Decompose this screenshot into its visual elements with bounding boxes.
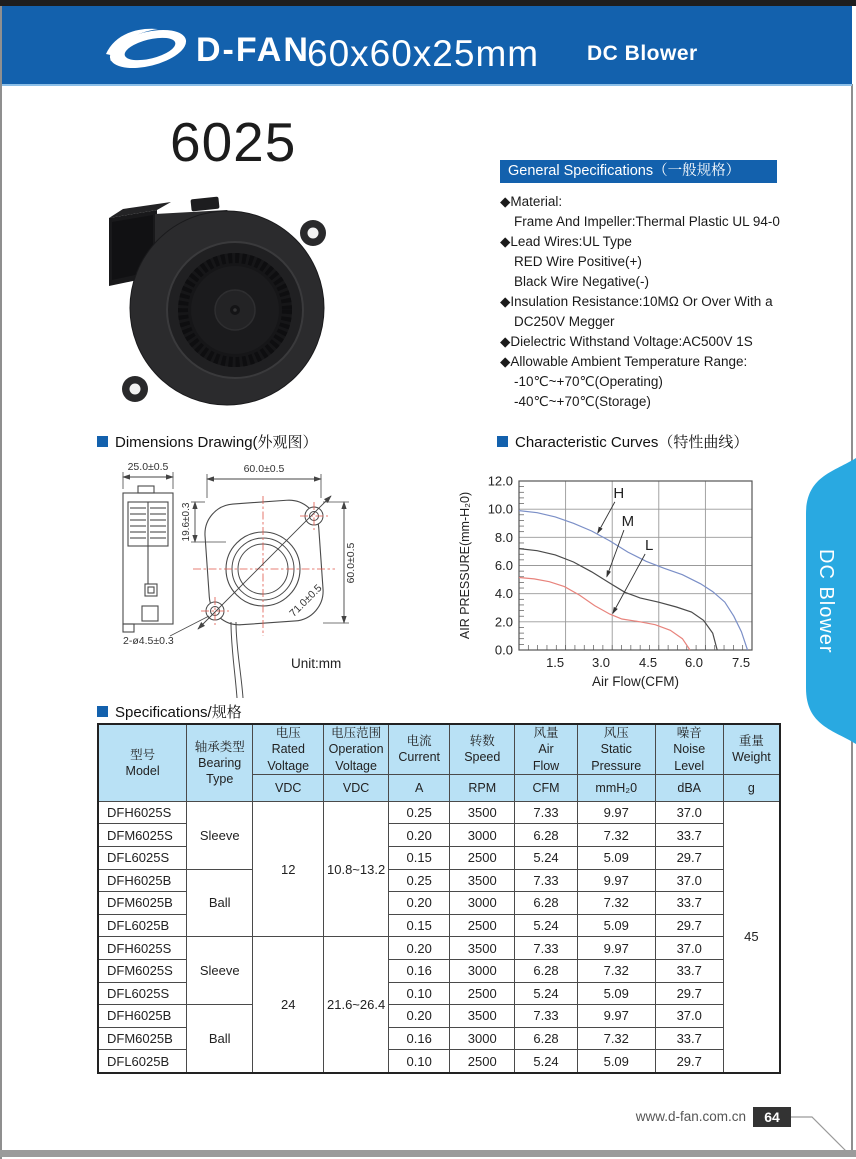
general-spec-line: ◆Insulation Resistance:10MΩ Or Over With a bbox=[500, 294, 773, 309]
cell-model: DFL6025S bbox=[98, 846, 187, 869]
cell-value: 5.24 bbox=[515, 914, 578, 937]
dim-diagonal-label: 71.0±0.5 bbox=[287, 582, 325, 620]
cell-value: 3500 bbox=[450, 1005, 515, 1028]
cell-value: 5.24 bbox=[515, 1050, 578, 1073]
cell-value: 37.0 bbox=[655, 1005, 723, 1028]
cell-value: 3500 bbox=[450, 937, 515, 960]
col-header: 电压范围 Operation Voltage bbox=[324, 724, 389, 774]
cell-value: 7.33 bbox=[515, 801, 578, 824]
section-title-dimensions bbox=[97, 431, 318, 452]
cell-value: 2500 bbox=[450, 982, 515, 1005]
general-spec-line: -10℃~+70℃(Operating) bbox=[514, 374, 663, 389]
cell-bearing: Ball bbox=[187, 1005, 253, 1073]
cell-value: 3000 bbox=[450, 1027, 515, 1050]
cell-model: DFL6025B bbox=[98, 1050, 187, 1073]
table-row bbox=[98, 869, 780, 892]
characteristic-curves-chart bbox=[455, 458, 790, 690]
cell-value: 29.7 bbox=[655, 1050, 723, 1073]
x-tick-label: 6.0 bbox=[684, 655, 704, 670]
cell-value: 5.24 bbox=[515, 846, 578, 869]
cell-operation-voltage: 21.6~26.4 bbox=[324, 937, 389, 1073]
x-tick-label: 4.5 bbox=[639, 655, 658, 670]
general-spec-line: ◆Lead Wires:UL Type bbox=[500, 234, 632, 249]
cell-value: 37.0 bbox=[655, 869, 723, 892]
dim-depth-label: 25.0±0.5 bbox=[127, 461, 169, 473]
page-border-left bbox=[0, 0, 2, 1159]
side-view-dim-depth bbox=[123, 461, 173, 489]
product-photo bbox=[95, 186, 345, 421]
general-specs-title: General Specifications（一般规格） bbox=[500, 160, 777, 183]
header-underline bbox=[2, 84, 852, 86]
x-tick-label: 3.0 bbox=[591, 655, 611, 670]
dc-blower-tab bbox=[798, 450, 856, 752]
cell-value: 7.32 bbox=[577, 824, 655, 847]
cell-value: 5.09 bbox=[577, 982, 655, 1005]
curve-label-M: M bbox=[621, 513, 635, 531]
table-row bbox=[98, 801, 780, 824]
spec-table bbox=[97, 723, 781, 1074]
col-header: 风量 Air Flow bbox=[515, 724, 578, 774]
dimensions-title-text: Dimensions Drawing(外观图） bbox=[115, 434, 318, 451]
y-tick-label: 2.0 bbox=[494, 614, 513, 630]
cell-value: 0.25 bbox=[389, 801, 450, 824]
cell-model: DFM6025S bbox=[98, 824, 187, 847]
cell-value: 2500 bbox=[450, 914, 515, 937]
header-bar bbox=[2, 6, 852, 84]
x-tick-label: 7.5 bbox=[732, 655, 751, 670]
dimensions-drawing bbox=[95, 456, 430, 706]
cell-value: 7.32 bbox=[577, 892, 655, 915]
cell-value: 5.09 bbox=[577, 914, 655, 937]
cell-value: 0.20 bbox=[389, 824, 450, 847]
col-header: 噪音 Noise Level bbox=[655, 724, 723, 774]
cell-value: 6.28 bbox=[515, 1027, 578, 1050]
cell-bearing: Sleeve bbox=[187, 801, 253, 869]
cell-model: DFH6025B bbox=[98, 869, 187, 892]
blower-inlet bbox=[167, 242, 303, 378]
footer-page-number: 64 bbox=[753, 1107, 791, 1127]
cell-value: 9.97 bbox=[577, 801, 655, 824]
size-text: 60x60x25mm bbox=[307, 33, 540, 74]
cell-value: 7.33 bbox=[515, 1005, 578, 1028]
cell-value: 7.33 bbox=[515, 869, 578, 892]
y-tick-label: 8.0 bbox=[494, 529, 513, 545]
general-spec-line: ◆Allowable Ambient Temperature Range: bbox=[500, 354, 748, 369]
col-header-model: 型号 Model bbox=[98, 724, 187, 801]
cell-value: 0.16 bbox=[389, 959, 450, 982]
curve-label-L: L bbox=[644, 537, 654, 555]
dim-width-label: 60.0±0.5 bbox=[243, 463, 285, 475]
general-spec-line: ◆Dielectric Withstand Voltage:AC500V 1S bbox=[500, 334, 753, 349]
col-unit: CFM bbox=[515, 774, 578, 801]
cell-value: 6.28 bbox=[515, 959, 578, 982]
cell-value: 29.7 bbox=[655, 914, 723, 937]
col-unit: dBA bbox=[655, 774, 723, 801]
cell-value: 0.15 bbox=[389, 846, 450, 869]
curves-title-text: Characteristic Curves（特性曲线） bbox=[515, 434, 749, 451]
y-tick-label: 10.0 bbox=[487, 501, 513, 517]
general-spec-line: Frame And Impeller:Thermal Plastic UL 94-0 bbox=[514, 214, 780, 229]
specifications-title-text: Specifications/规格 bbox=[115, 704, 242, 721]
cell-bearing: Sleeve bbox=[187, 937, 253, 1005]
general-spec-line: -40℃~+70℃(Storage) bbox=[514, 394, 651, 409]
blue-square-icon bbox=[97, 706, 108, 717]
cell-value: 9.97 bbox=[577, 869, 655, 892]
cell-value: 7.32 bbox=[577, 1027, 655, 1050]
page-border-bottom bbox=[0, 1150, 856, 1157]
cell-value: 3500 bbox=[450, 869, 515, 892]
dim-inlet-offset-label: 19.6±0.3 bbox=[181, 502, 192, 542]
cell-operation-voltage: 10.8~13.2 bbox=[324, 801, 389, 937]
side-view bbox=[123, 486, 173, 632]
cell-model: DFM6025B bbox=[98, 1027, 187, 1050]
table-row bbox=[98, 937, 780, 960]
y-tick-label: 12.0 bbox=[487, 473, 513, 489]
table-row bbox=[98, 1005, 780, 1028]
cell-value: 29.7 bbox=[655, 982, 723, 1005]
cell-value: 0.20 bbox=[389, 937, 450, 960]
cell-value: 0.20 bbox=[389, 892, 450, 915]
cell-value: 5.09 bbox=[577, 1050, 655, 1073]
col-unit: RPM bbox=[450, 774, 515, 801]
cell-weight: 45 bbox=[723, 801, 780, 1073]
cell-model: DFM6025B bbox=[98, 892, 187, 915]
cell-value: 0.16 bbox=[389, 1027, 450, 1050]
cell-model: DFM6025S bbox=[98, 959, 187, 982]
general-spec-line: DC250V Megger bbox=[514, 314, 615, 329]
cell-model: DFH6025S bbox=[98, 937, 187, 960]
x-axis-title: Air Flow(CFM) bbox=[592, 674, 679, 689]
curve-L bbox=[519, 578, 690, 651]
cell-value: 7.33 bbox=[515, 937, 578, 960]
cell-value: 3500 bbox=[450, 801, 515, 824]
cell-value: 9.97 bbox=[577, 937, 655, 960]
cell-value: 0.25 bbox=[389, 869, 450, 892]
cell-value: 6.28 bbox=[515, 892, 578, 915]
general-spec-line: RED Wire Positive(+) bbox=[514, 254, 642, 269]
cell-value: 3000 bbox=[450, 892, 515, 915]
cell-value: 0.10 bbox=[389, 982, 450, 1005]
col-header-bearing: 轴承类型 Bearing Type bbox=[187, 724, 253, 801]
col-unit: A bbox=[389, 774, 450, 801]
footer-corner-line bbox=[791, 1100, 856, 1159]
unit-label: Unit:mm bbox=[291, 656, 342, 671]
cell-value: 0.20 bbox=[389, 1005, 450, 1028]
cell-value: 0.15 bbox=[389, 914, 450, 937]
cell-value: 5.24 bbox=[515, 982, 578, 1005]
cell-value: 2500 bbox=[450, 1050, 515, 1073]
cell-value: 3000 bbox=[450, 824, 515, 847]
cell-model: DFL6025B bbox=[98, 914, 187, 937]
general-specs-list bbox=[500, 192, 792, 412]
curve-H bbox=[519, 511, 748, 650]
cell-value: 2500 bbox=[450, 846, 515, 869]
cell-value: 33.7 bbox=[655, 959, 723, 982]
col-unit: VDC bbox=[253, 774, 324, 801]
col-unit: mmH₂0 bbox=[577, 774, 655, 801]
swirl-icon bbox=[106, 23, 190, 74]
general-spec-line: Black Wire Negative(-) bbox=[514, 274, 650, 289]
col-header: 电压 Rated Voltage bbox=[253, 724, 324, 774]
cell-value: 5.09 bbox=[577, 846, 655, 869]
lead-wire bbox=[236, 622, 243, 698]
col-header: 重量 Weight bbox=[723, 724, 780, 774]
y-tick-label: 4.0 bbox=[494, 586, 513, 602]
x-tick-label: 1.5 bbox=[546, 655, 565, 670]
cell-model: DFH6025B bbox=[98, 1005, 187, 1028]
cell-value: 37.0 bbox=[655, 937, 723, 960]
general-spec-line: ◆Material: bbox=[500, 194, 563, 209]
dim-holes-label: 2-ø4.5±0.3 bbox=[123, 635, 174, 647]
curve-M bbox=[519, 549, 717, 650]
y-tick-label: 6.0 bbox=[494, 558, 513, 573]
curve-label-H: H bbox=[613, 484, 625, 502]
col-unit: VDC bbox=[324, 774, 389, 801]
cell-value: 3000 bbox=[450, 959, 515, 982]
product-type-text: DC Blower bbox=[587, 42, 698, 65]
cell-rated-voltage: 24 bbox=[253, 937, 324, 1073]
cell-value: 0.10 bbox=[389, 1050, 450, 1073]
cell-value: 7.32 bbox=[577, 959, 655, 982]
y-tick-label: 0.0 bbox=[494, 642, 513, 658]
cell-bearing: Ball bbox=[187, 869, 253, 937]
blue-square-icon bbox=[497, 436, 508, 447]
model-title: 6025 bbox=[170, 111, 297, 173]
col-header: 电流 Current bbox=[389, 724, 450, 774]
col-unit: g bbox=[723, 774, 780, 801]
col-header: 风压 Static Pressure bbox=[577, 724, 655, 774]
cell-model: DFH6025S bbox=[98, 801, 187, 824]
specifications-table bbox=[97, 723, 781, 1074]
cell-value: 37.0 bbox=[655, 801, 723, 824]
brand-text: D-FAN bbox=[196, 31, 310, 69]
cell-value: 33.7 bbox=[655, 824, 723, 847]
cell-value: 29.7 bbox=[655, 846, 723, 869]
cell-value: 9.97 bbox=[577, 1005, 655, 1028]
general-specs-panel bbox=[500, 160, 792, 412]
dim-height-label: 60.0±0.5 bbox=[345, 542, 357, 584]
cell-rated-voltage: 12 bbox=[253, 801, 324, 937]
cell-value: 33.7 bbox=[655, 892, 723, 915]
footer-website: www.d-fan.com.cn bbox=[635, 1109, 746, 1124]
y-axis-title: AIR PRESSURE(mm-H₂0) bbox=[458, 491, 472, 640]
blue-square-icon bbox=[97, 436, 108, 447]
tab-label: DC Blower bbox=[815, 549, 837, 654]
col-header: 转数 Speed bbox=[450, 724, 515, 774]
cell-value: 33.7 bbox=[655, 1027, 723, 1050]
cell-model: DFL6025S bbox=[98, 982, 187, 1005]
section-title-curves bbox=[497, 431, 748, 452]
cell-value: 6.28 bbox=[515, 824, 578, 847]
